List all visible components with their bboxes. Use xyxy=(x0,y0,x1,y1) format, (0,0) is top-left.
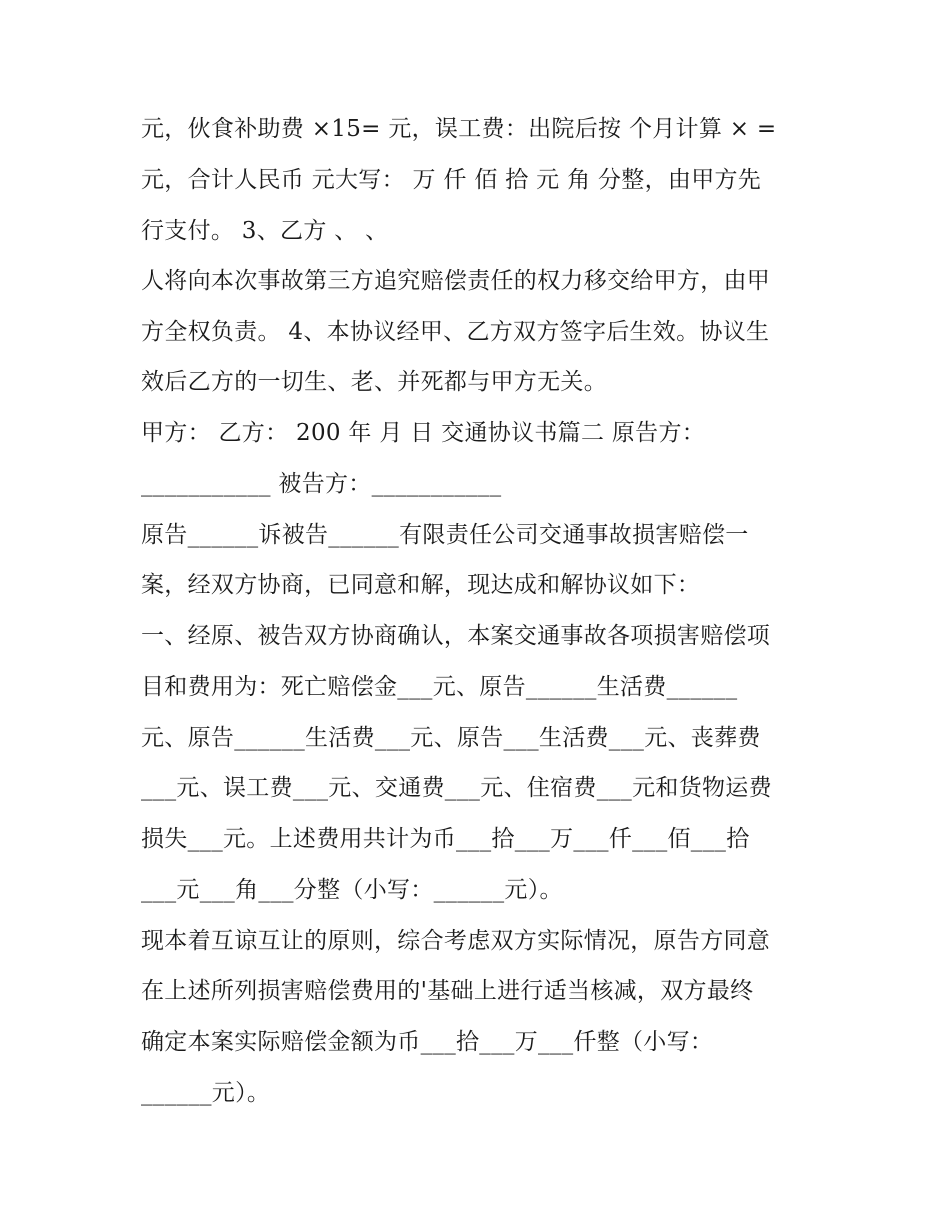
text-line: ___元、误工费___元、交通费___元、住宿费___元和货物运费 xyxy=(141,775,772,801)
text-line: 一、经原、被告双方协商确认，本案交通事故各项损害赔偿项 xyxy=(141,623,771,649)
text-line: 原告______诉被告______有限责任公司交通事故损害赔偿一 xyxy=(141,522,749,548)
text-line: ______元）。 xyxy=(141,1080,271,1106)
text-line: 在上述所列损害赔偿费用的'基础上进行适当核减，双方最终 xyxy=(141,978,754,1004)
text-line: 案，经双方协商，已同意和解，现达成和解协议如下： xyxy=(141,572,701,598)
text-line: ___________ 被告方：___________ xyxy=(141,471,502,497)
text-line: 方全权负责。 4、本协议经甲、乙方双方签字后生效。协议生 xyxy=(141,319,770,345)
text-line: 目和费用为：死亡赔偿金___元、原告______生活费______ xyxy=(141,674,738,700)
text-line: ___元___角___分整（小写：______元）。 xyxy=(141,877,563,903)
text-line: 确定本案实际赔偿金额为币___拾___万___仟整（小写： xyxy=(141,1029,714,1055)
text-line: 现本着互谅互让的原则，综合考虑双方实际情况，原告方同意 xyxy=(141,928,771,954)
text-line: 人将向本次事故第三方追究赔偿责任的权力移交给甲方，由甲 xyxy=(141,268,771,294)
text-line: 效后乙方的一切生、老、并死都与甲方无关。 xyxy=(141,369,607,395)
text-line: 元，合计人民币 元大写： 万 仟 佰 拾 元 角 分整，由甲方先 xyxy=(141,167,762,193)
text-line: 甲方： 乙方： 200 年 月 日 交通协议书篇二 原告方： xyxy=(141,420,706,446)
text-line: 元，伙食补助费 ×15= 元，误工费：出院后按 个月计算 × = xyxy=(141,116,777,142)
text-line: 元、原告______生活费___元、原告___生活费___元、丧葬费 xyxy=(141,725,761,751)
text-line: 损失___元。上述费用共计为币___拾___万___仟___佰___拾 xyxy=(141,826,750,852)
text-line: 行支付。 3、乙方 、 、 xyxy=(141,218,389,244)
